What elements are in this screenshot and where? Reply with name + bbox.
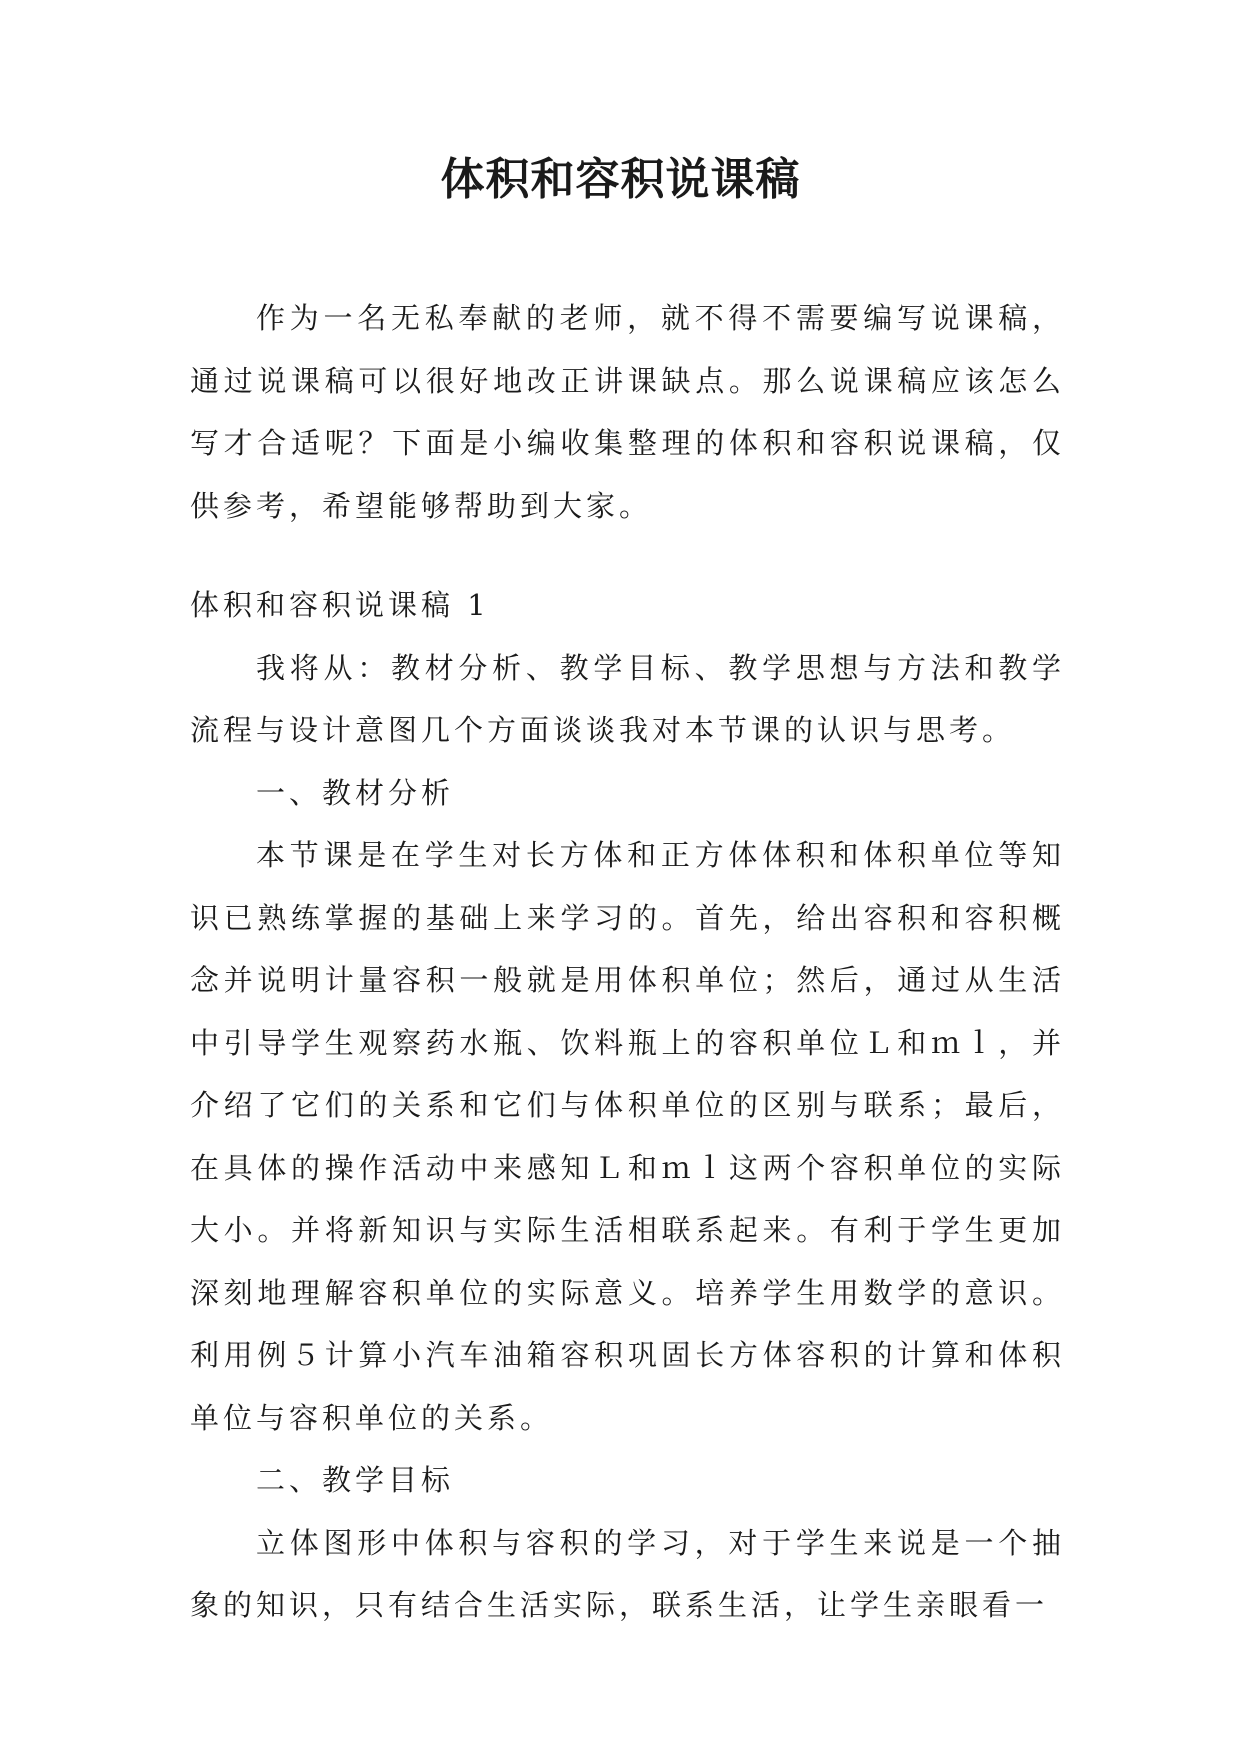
intro-block [190,287,1065,537]
section-block [190,574,1065,1637]
heading-teaching-goals: 二、教学目标 [256,1463,455,1497]
paragraph-material-analysis: 本节课是在学生对长方体和正方体体积和体积单位等知识已熟练掌握的基础上来学习的。首先，给出容积和容积概念并说明计量容积一般就是用体积单位；然后，通过从生活中引导学生观察药水瓶、饮料瓶上的容积单位Ｌ和ｍｌ，并介绍了它们的关系和它们与体积单位的区别与联系；最后，在具体的操作活动中来感知Ｌ和ｍｌ这两个容积单位的实际大小。并将新知识与实际生活相联系起来。有利于学生更加深刻地理解容积单位的实际意义。培养学生用数学的意识。利用例５计算小汽车油箱容积巩固长方体容积的计算和体积单位与容积单位的关系。 [190,838,1065,1435]
document-title: 体积和容积说课稿 [440,154,801,205]
heading-material-analysis: 一、教材分析 [256,775,455,810]
intro-paragraph: 作为一名无私奉献的老师，就不得不需要编写说课稿，通过说课稿可以很好地改正讲课缺点。那么说课稿应该怎么写才合适呢？下面是小编收集整理的体积和容积说课稿，仅供参考，希望能够帮助到大家。 [190,301,1065,523]
section-title: 体积和容积说课稿 1 [190,588,490,622]
paragraph-teaching-goals: 立体图形中体积与容积的学习，对于学生来说是一个抽象的知识，只有结合生活实际，联系生活，让学生亲眼看一 [190,1525,1065,1622]
paragraph-overview: 我将从：教材分析、教学目标、教学思想与方法和教学流程与设计意图几个方面谈谈我对本节课的认识与思考。 [190,650,1065,747]
